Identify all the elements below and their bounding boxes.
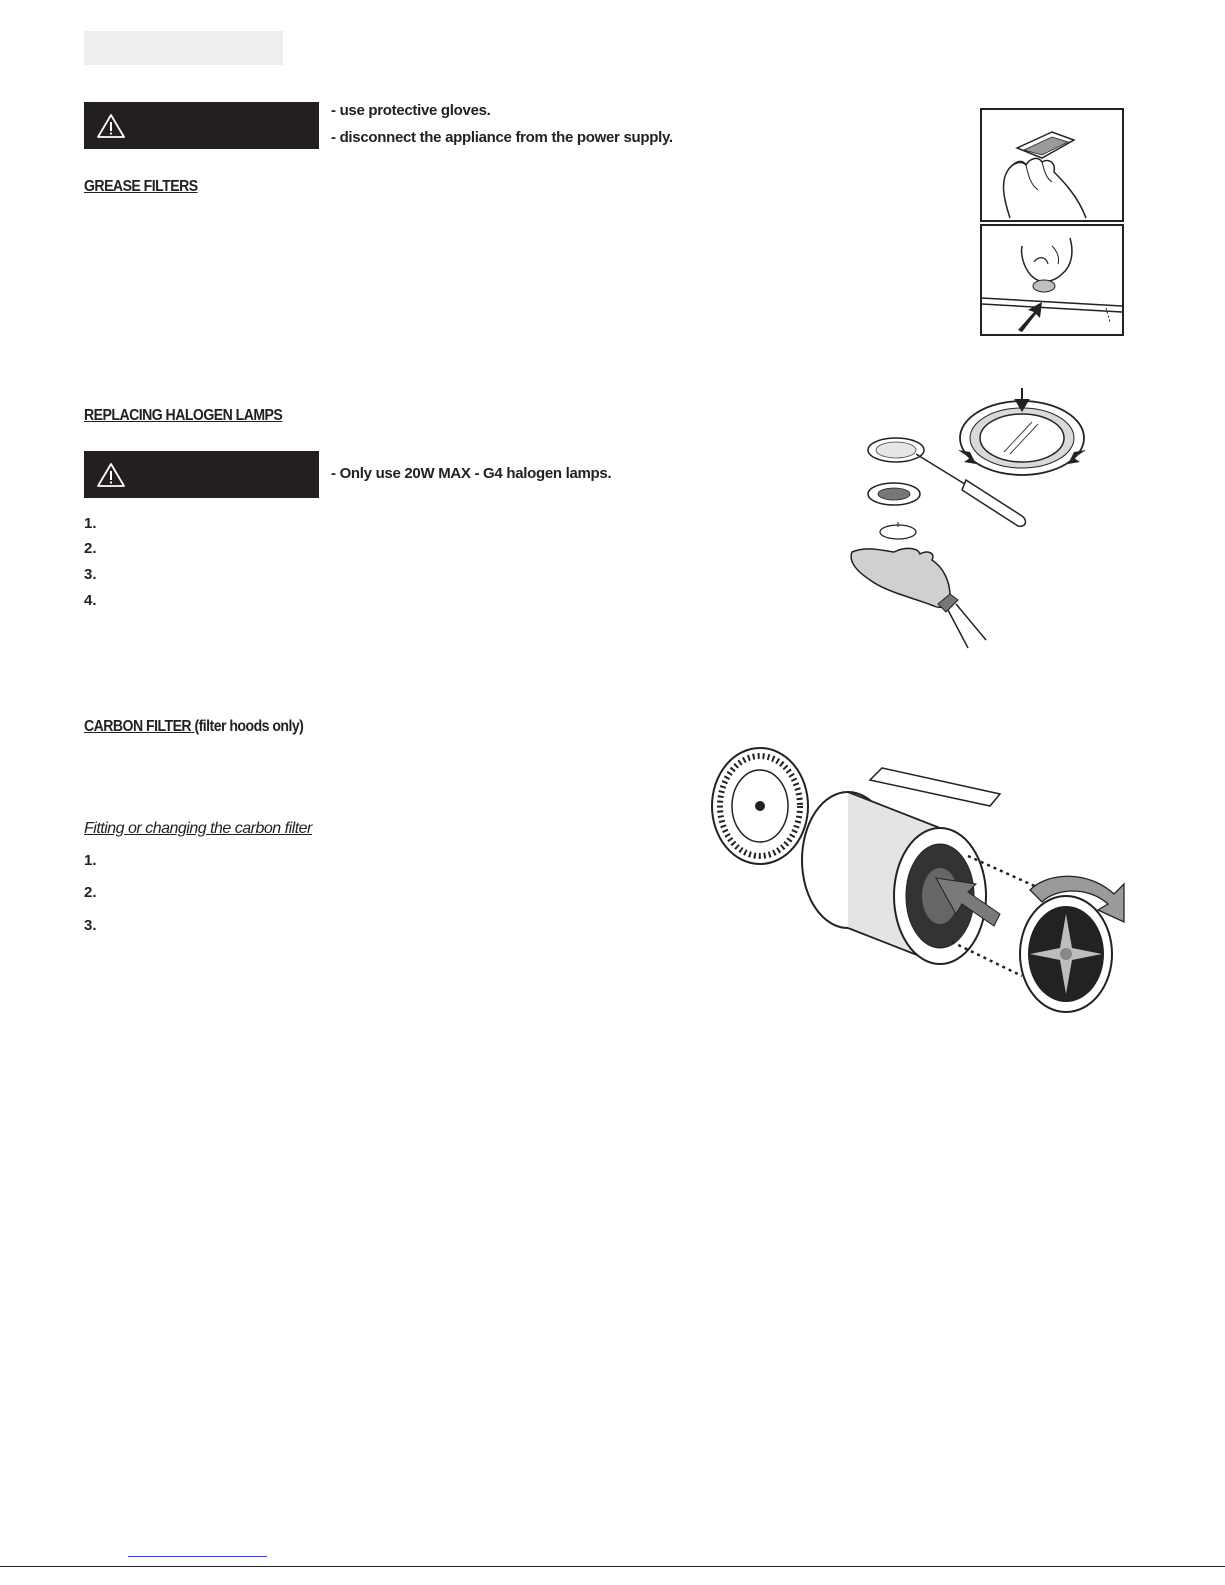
halogen-lamps-heading: REPLACING HALOGEN LAMPS (84, 407, 283, 424)
carbon-filter-subheading: Fitting or changing the carbon filter (84, 820, 312, 837)
carbon-step-number: 2. (84, 884, 97, 901)
carbon-step-number: 3. (84, 917, 97, 934)
halogen-step-number: 3. (84, 566, 97, 583)
footer-rule (0, 1566, 1225, 1567)
grease-filter-catch-illustration (980, 224, 1124, 336)
grease-filter-remove-illustration (980, 108, 1124, 222)
warning-triangle-icon (96, 462, 126, 488)
carbon-filter-title: CARBON FILTER (84, 718, 192, 735)
carbon-filter-title-suffix: (filter hoods only) (194, 718, 304, 735)
footer-link-underline (128, 1556, 267, 1557)
halogen-warning-text: - Only use 20W MAX - G4 halogen lamps. (331, 465, 612, 482)
warning-gloves-text: - use protective gloves. (331, 102, 491, 119)
header-band (84, 31, 283, 65)
carbon-filter-heading (84, 718, 303, 736)
warning-box (84, 102, 319, 149)
warning-power-text: - disconnect the appliance from the power supply. (331, 129, 673, 146)
warning-box (84, 451, 319, 498)
carbon-step-number: 1. (84, 852, 97, 869)
halogen-step-number: 2. (84, 540, 97, 557)
halogen-lamp-illustration (846, 382, 1100, 650)
carbon-filter-illustration (700, 744, 1140, 1016)
warning-triangle-icon (96, 113, 126, 139)
halogen-step-number: 1. (84, 515, 97, 532)
grease-filters-heading: GREASE FILTERS (84, 178, 198, 195)
halogen-step-number: 4. (84, 592, 97, 609)
